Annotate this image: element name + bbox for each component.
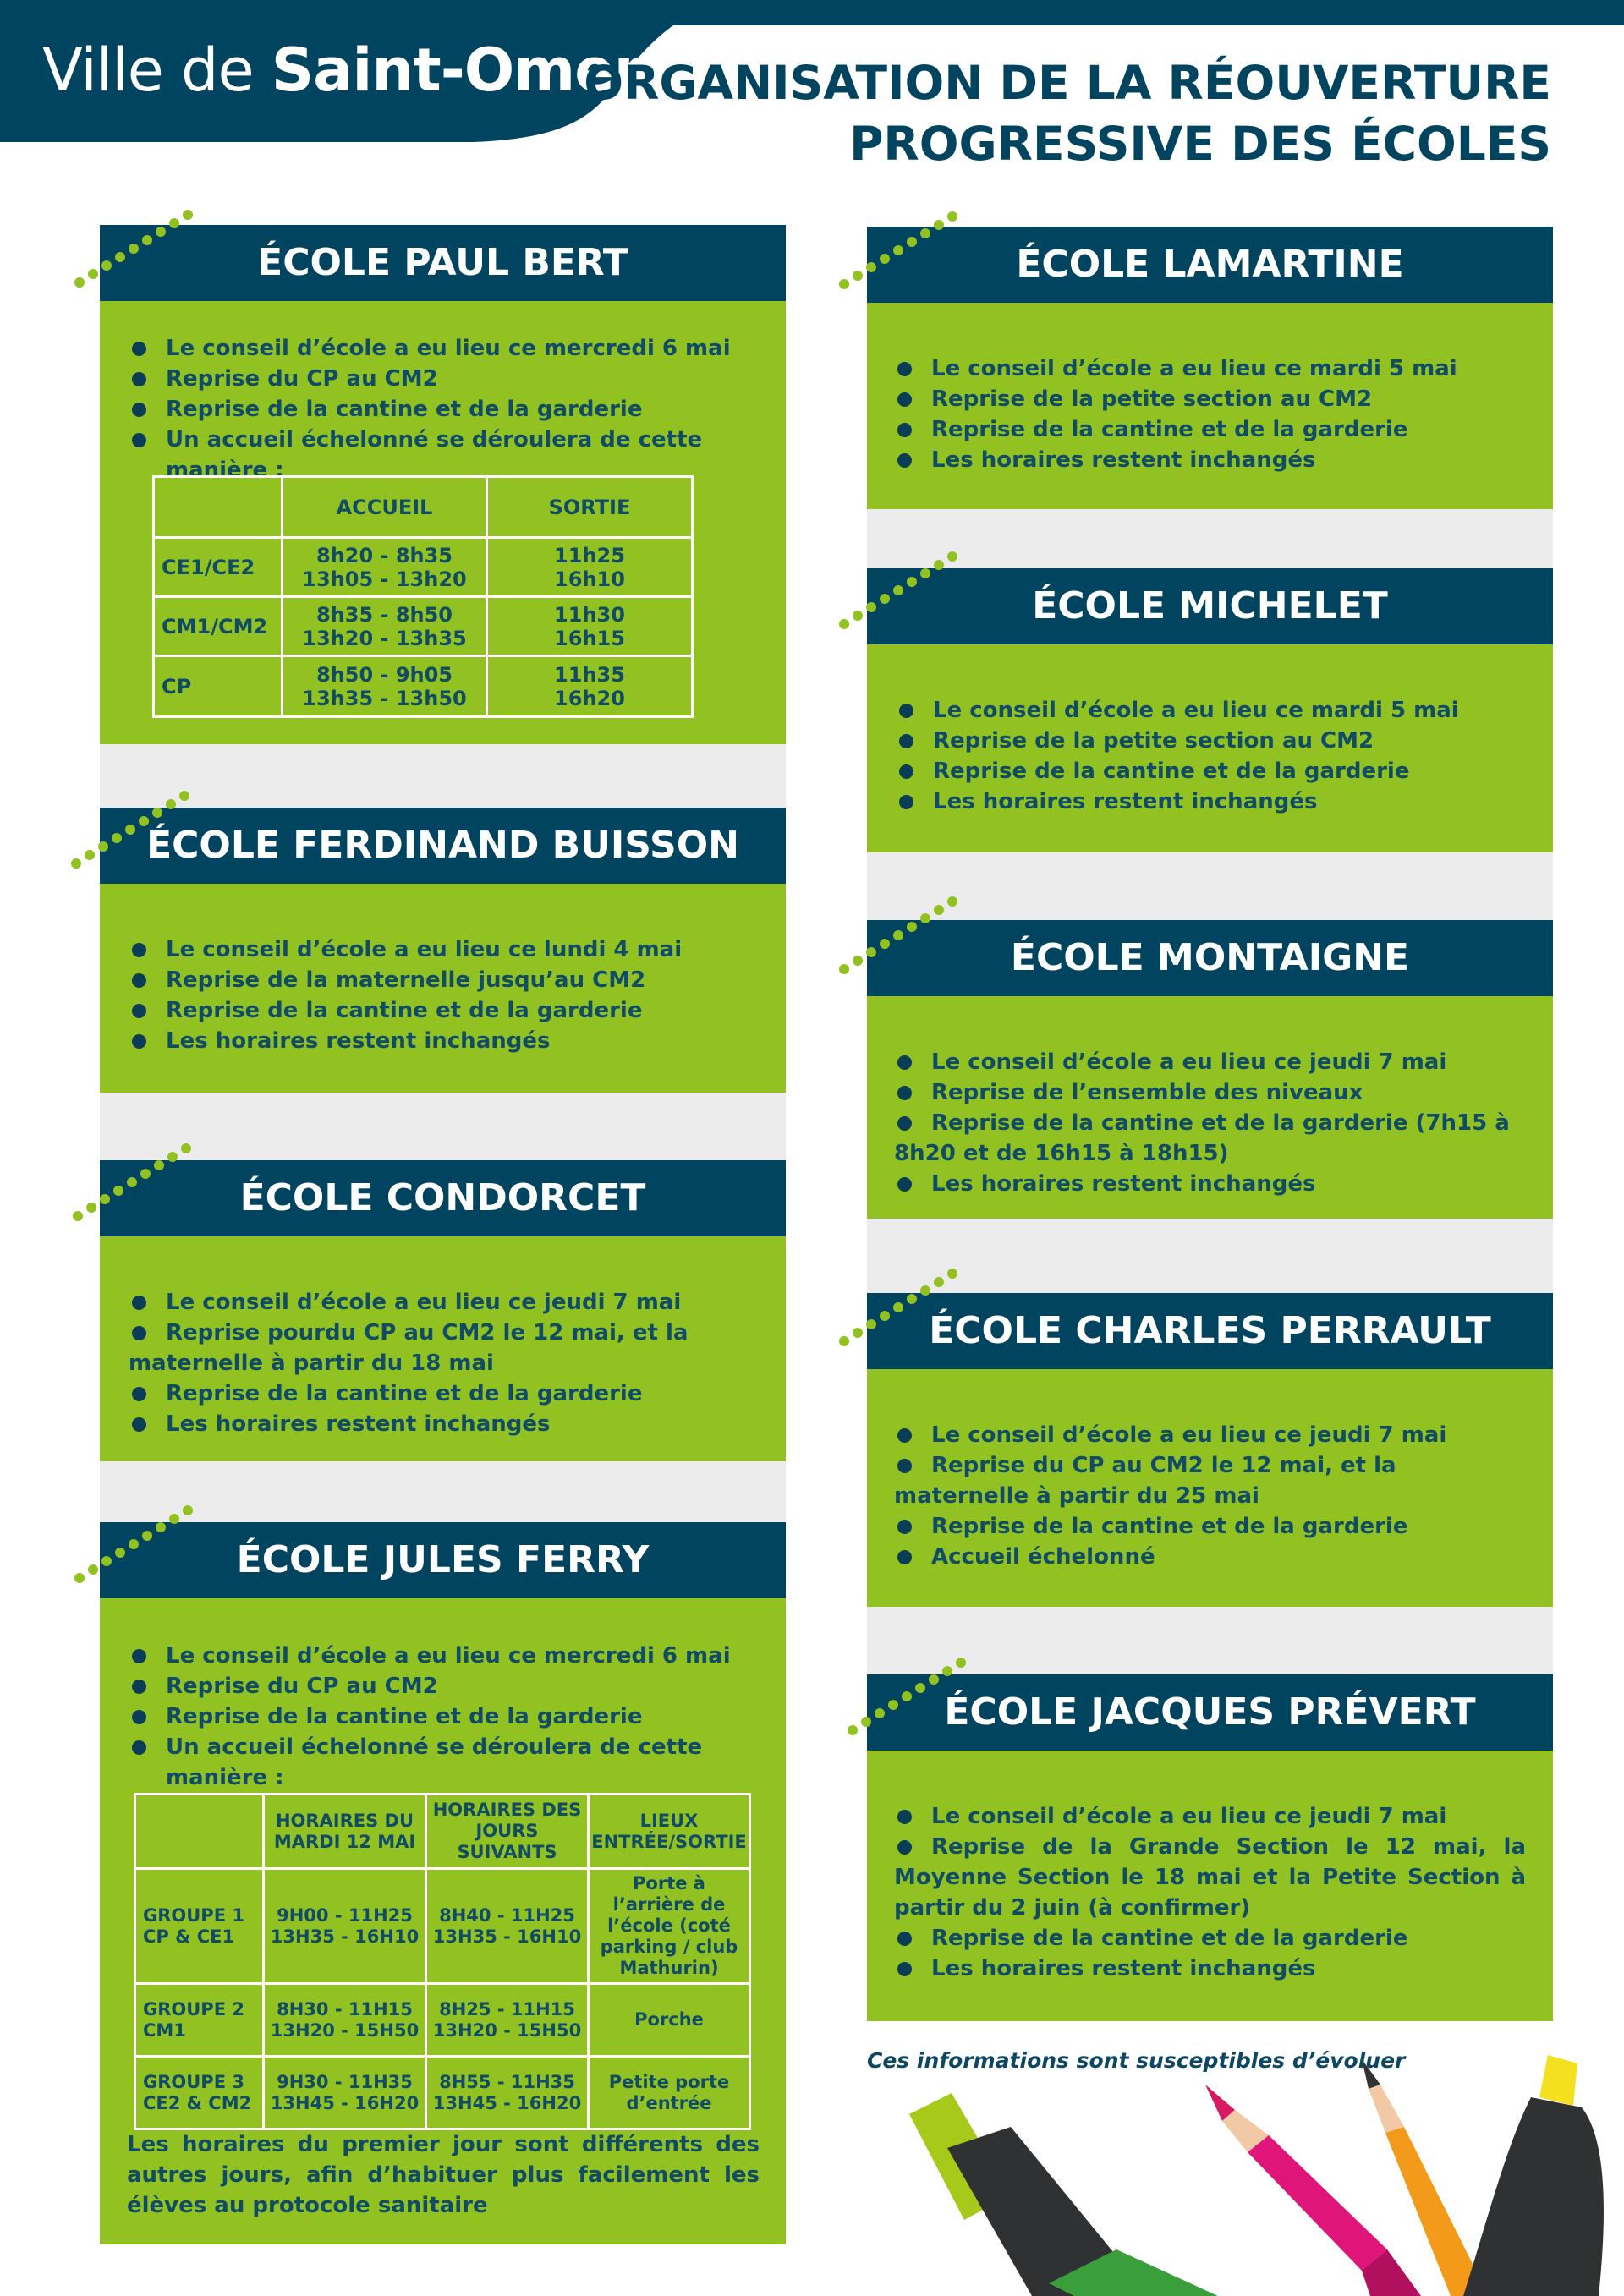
list-item: Reprise de la petite section au CM2: [896, 726, 1553, 756]
page-title-line1: ORGANISATION DE LA RÉOUVERTURE: [584, 56, 1551, 110]
table-cell: [283, 538, 487, 597]
separator: [100, 1461, 786, 1522]
table-header-cell: HORAIRES DU MARDI 12 MAI: [264, 1795, 426, 1869]
table-cell: [426, 2057, 589, 2129]
time-range: 8h35 - 8h50: [315, 602, 453, 627]
jules-ferry-note: Les horaires du premier jour sont différents des autres jours, afin d’habituer plus facilement les élèves au protocole sanitaire: [127, 2132, 760, 2218]
separator: [867, 1607, 1553, 1674]
table-cell-label: CM1/CM2: [154, 597, 283, 656]
table-header-cell: [135, 1795, 264, 1869]
list-item: Reprise de la maternelle jusqu’au CM2: [129, 965, 786, 995]
dotted-line-decoration: [832, 203, 959, 296]
time-range: 13h20 - 13h35: [302, 626, 467, 650]
list-item: Reprise de la cantine et de la garderie (7h15 à 8h20 et de 16h15 à 18h15): [894, 1108, 1528, 1169]
table-cell-label: CE1/CE2: [154, 538, 283, 597]
time-value: 16h10: [554, 567, 625, 591]
list-item: Reprise de la cantine et de la garderie: [129, 394, 786, 425]
table-header-cell: LIEUX ENTRÉE/SORTIE: [589, 1795, 750, 1869]
list-item: Reprise de la cantine et de la garderie: [894, 1923, 1526, 1954]
dotted-line-decoration: [832, 543, 959, 636]
time-range: 13H20 - 15H50: [270, 2019, 420, 2041]
school-card-michelet: [867, 568, 1553, 852]
table-cell-place: Petite porte d’entrée: [589, 2057, 750, 2129]
time-range: 13H45 - 16H20: [432, 2092, 582, 2113]
time-range: 13h05 - 13h20: [302, 567, 467, 591]
time-value: 16h15: [554, 626, 625, 650]
list-item: Reprise de la cantine et de la garderie: [129, 1378, 760, 1409]
time-range: 13H45 - 16H20: [270, 2092, 420, 2113]
table-cell-label: [135, 2057, 264, 2129]
list-item: Accueil échelonné: [894, 1542, 1528, 1572]
school-title: ÉCOLE MONTAIGNE: [867, 920, 1553, 996]
dotted-line-decoration: [66, 1135, 193, 1228]
separator: [100, 744, 786, 808]
table-header-row: [154, 477, 693, 538]
table-cell: [487, 656, 693, 717]
list-item: Le conseil d’école a eu lieu ce jeudi 7 mai: [894, 1420, 1528, 1450]
list-item: Reprise de la cantine et de la garderie: [129, 995, 786, 1026]
time-range: 9H30 - 11H35: [277, 2071, 413, 2092]
dotted-line-decoration: [64, 782, 191, 875]
list-item: Reprise de la cantine et de la garderie: [894, 414, 1553, 445]
table-cell: [487, 538, 693, 597]
list-item: Les horaires restent inchangés: [129, 1026, 786, 1056]
list-item: Reprise de l’ensemble des niveaux: [894, 1077, 1528, 1108]
time-range: 9H00 - 11H25: [277, 1904, 413, 1926]
list-item: Le conseil d’école a eu lieu ce mercredi 6 mai: [129, 1641, 786, 1671]
page-title-line2: PROGRESSIVE DES ÉCOLES: [849, 117, 1551, 171]
list-item: Reprise de la cantine et de la garderie: [894, 1511, 1528, 1542]
school-title: ÉCOLE FERDINAND BUISSON: [100, 808, 786, 884]
time-value: 11h30: [554, 602, 625, 627]
table-header-cell: HORAIRES DES JOURS SUIVANTS: [426, 1795, 589, 1869]
school-card-ferdinand-buisson: [100, 808, 786, 1093]
table-row: [154, 656, 693, 717]
school-info-list: [894, 1047, 1528, 1199]
school-info-list: [894, 1801, 1526, 1984]
time-range: 13H20 - 15H50: [432, 2019, 582, 2041]
school-title: ÉCOLE JACQUES PRÉVERT: [867, 1674, 1553, 1751]
table-cell-place: Porte à l’arrière de l’école (coté parking / club Mathurin): [589, 1869, 750, 1984]
list-item: Reprise de la cantine et de la garderie: [129, 1701, 786, 1732]
school-title: ÉCOLE CONDORCET: [100, 1160, 786, 1236]
list-item: Un accueil échelonné se déroulera de cette manière :: [129, 1732, 786, 1793]
table-row: [135, 2057, 750, 2129]
list-item: Reprise de la Grande Section le 12 mai, la Moyenne Section le 18 mai et la Petite Section à partir du 2 juin (à confirmer): [894, 1832, 1526, 1923]
list-item: Reprise du CP au CM2: [129, 1671, 786, 1701]
separator: [867, 1219, 1553, 1293]
list-item: Les horaires restent inchangés: [129, 1409, 760, 1439]
table-row: [154, 597, 693, 656]
school-info-list: [896, 695, 1553, 817]
school-info-list: [129, 1641, 786, 1793]
school-card-charles-perrault: [867, 1293, 1553, 1607]
dotted-line-decoration: [832, 888, 959, 981]
list-item: Les horaires restent inchangés: [894, 445, 1553, 475]
logo-city: Saint-Omer: [271, 36, 643, 105]
table-cell-label: CP: [154, 656, 283, 717]
list-item: Reprise pourdu CP au CM2 le 12 mai, et la maternelle à partir du 18 mai: [129, 1318, 760, 1378]
table-cell-label: [135, 1984, 264, 2057]
schedule-table-jules-ferry: [134, 1793, 751, 2130]
group-levels: CM1: [143, 2019, 186, 2041]
table-cell: [426, 1869, 589, 1984]
school-card-montaigne: [867, 920, 1553, 1219]
markers-pencils-illustration: [863, 2047, 1624, 2296]
school-card-paul-bert: [100, 225, 786, 744]
list-item: Reprise du CP au CM2: [129, 364, 786, 394]
school-title: ÉCOLE CHARLES PERRAULT: [867, 1293, 1553, 1369]
group-name: GROUPE 1: [143, 1904, 244, 1926]
school-info-list: [129, 1287, 760, 1439]
green-marker-icon: [909, 2093, 1218, 2296]
list-item: Les horaires restent inchangés: [894, 1169, 1528, 1199]
list-item: Le conseil d’école a eu lieu ce lundi 4 mai: [129, 934, 786, 965]
separator: [867, 509, 1553, 568]
dotted-line-decoration: [832, 1260, 959, 1353]
table-header-cell: [154, 477, 283, 538]
school-title: ÉCOLE LAMARTINE: [867, 227, 1553, 303]
school-info-list: [129, 333, 786, 485]
table-header-cell: SORTIE: [487, 477, 693, 538]
list-item: Le conseil d’école a eu lieu ce jeudi 7 mai: [894, 1801, 1526, 1832]
group-name: GROUPE 2: [143, 1998, 244, 2019]
table-cell: [283, 656, 487, 717]
school-info-list: [894, 1420, 1528, 1572]
table-cell: [283, 597, 487, 656]
separator: [867, 852, 1553, 920]
time-range: 13H35 - 16H10: [270, 1926, 420, 1947]
city-logo: [42, 36, 642, 105]
group-levels: CE2 & CM2: [143, 2092, 252, 2113]
yellow-marker-icon: [1463, 2055, 1604, 2296]
dotted-line-decoration: [68, 1497, 195, 1590]
time-range: 8H40 - 11H25: [439, 1904, 575, 1926]
list-item: Reprise du CP au CM2 le 12 mai, et la maternelle à partir du 25 mai: [894, 1450, 1528, 1511]
time-range: 8h50 - 9h05: [315, 662, 453, 687]
list-item: Le conseil d’école a eu lieu ce mardi 5 mai: [896, 695, 1553, 726]
table-cell: [264, 2057, 426, 2129]
school-card-condorcet: [100, 1160, 786, 1461]
time-value: 11h25: [554, 543, 625, 567]
school-title: ÉCOLE PAUL BERT: [100, 225, 786, 301]
school-title: ÉCOLE MICHELET: [867, 568, 1553, 644]
table-cell: [264, 1869, 426, 1984]
separator: [100, 1093, 786, 1160]
time-value: 16h20: [554, 686, 625, 710]
list-item: Le conseil d’école a eu lieu ce mardi 5 mai: [894, 353, 1553, 384]
school-title: ÉCOLE JULES FERRY: [100, 1522, 786, 1598]
school-card-jacques-prevert: [867, 1674, 1553, 2021]
school-card-jules-ferry: [100, 1522, 786, 2244]
list-item: Reprise de la petite section au CM2: [894, 384, 1553, 414]
table-row: [135, 1984, 750, 2057]
dotted-line-decoration: [68, 201, 195, 294]
time-range: 8H25 - 11H15: [439, 1998, 575, 2019]
table-row: [135, 1869, 750, 1984]
time-range: 8H55 - 11H35: [439, 2071, 575, 2092]
list-item: Le conseil d’école a eu lieu ce jeudi 7 mai: [894, 1047, 1528, 1077]
group-levels: CP & CE1: [143, 1926, 235, 1947]
table-cell-label: [135, 1869, 264, 1984]
list-item: Reprise de la cantine et de la garderie: [896, 756, 1553, 786]
list-item: Le conseil d’école a eu lieu ce mercredi 6 mai: [129, 333, 786, 364]
time-range: 8H30 - 11H15: [277, 1998, 413, 2019]
table-cell-place: Porche: [589, 1984, 750, 2057]
time-value: 11h35: [554, 662, 625, 687]
table-cell: [426, 1984, 589, 2057]
list-item: Les horaires restent inchangés: [896, 786, 1553, 817]
table-header-cell: ACCUEIL: [283, 477, 487, 538]
schedule-table-paul-bert: [152, 475, 694, 718]
table-cell: [487, 597, 693, 656]
school-card-lamartine: [867, 227, 1553, 509]
list-item: Les horaires restent inchangés: [894, 1954, 1526, 1984]
list-item: Un accueil échelonné se déroulera de cette manière :: [129, 425, 786, 485]
table-row: [154, 538, 693, 597]
page-title: [584, 52, 1551, 174]
school-info-list: [129, 934, 786, 1056]
logo-prefix: Ville de: [42, 36, 272, 105]
list-item: Le conseil d’école a eu lieu ce jeudi 7 mai: [129, 1287, 760, 1318]
school-info-list: [894, 353, 1553, 475]
group-name: GROUPE 3: [143, 2071, 244, 2092]
time-range: 8h20 - 8h35: [315, 543, 453, 567]
table-header-row: [135, 1795, 750, 1869]
time-range: 13H35 - 16H10: [432, 1926, 582, 1947]
table-cell: [264, 1984, 426, 2057]
disclaimer-text: Ces informations sont susceptibles d’évoluer: [867, 2048, 1406, 2073]
dotted-line-decoration: [841, 1649, 968, 1742]
time-range: 13h35 - 13h50: [302, 686, 467, 710]
